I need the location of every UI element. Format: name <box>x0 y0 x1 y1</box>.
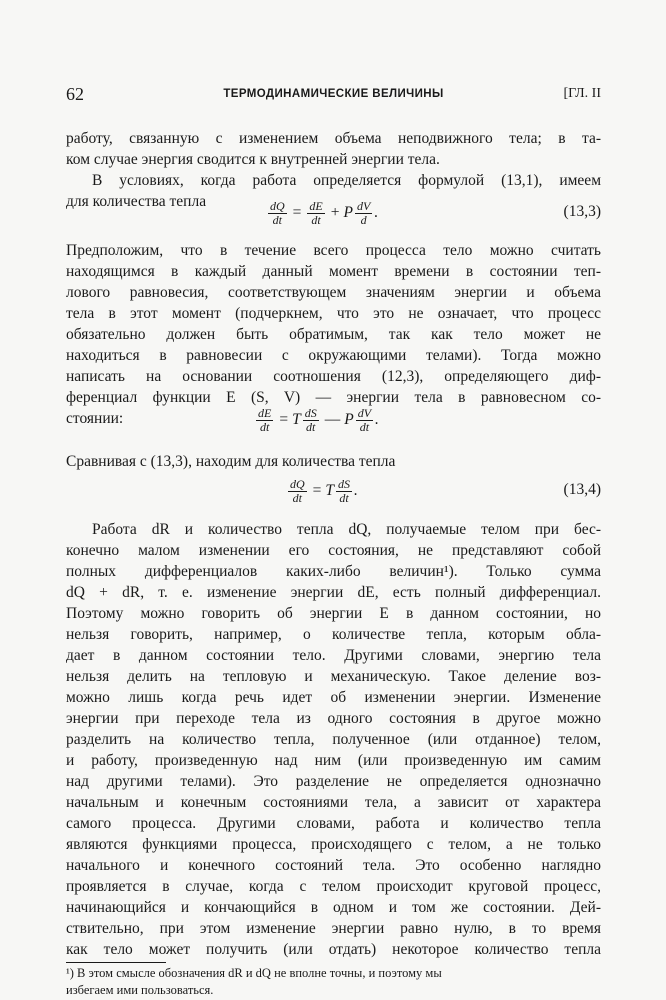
text-line: являются функциями процесса, происходящего с телом, а не только <box>66 836 601 853</box>
text-line: находиться в равновесии с окружающими телами). Тогда можно <box>66 347 601 364</box>
text-line: Сравнивая с (13,3), находим для количества тепла <box>66 453 396 470</box>
text-line: работу, связанную с изменением объема неподвижного тела; в та- <box>66 130 601 147</box>
text-line: как тело может получить (или отдать) некоторое количество тепла <box>66 941 601 958</box>
text-line: разделить на количество тепла, полученное (или отданное) телом, <box>66 731 601 748</box>
text-line: и работу, произведенную над ним (или произведенную им самим <box>66 752 601 769</box>
text-line: стоянии: <box>66 410 124 427</box>
text-line: для количества тепла <box>66 193 207 210</box>
running-title: ТЕРМОДИНАМИЧЕСКИЕ ВЕЛИЧИНЫ <box>223 88 444 100</box>
text-line: написать на основании соотношения (12,3), определяющего диф- <box>66 368 601 385</box>
equation-energy: $\frac{dE}{dt}$ = T $\frac{dS}{dt}$ — P $\frac{dV}{dt}$ . <box>258 405 379 434</box>
text-line: начинающийся и кончающийся в одном и том же состоянии. Дей- <box>66 899 601 916</box>
chapter-marker: [ГЛ. II <box>563 86 601 101</box>
equation-13-4: $\frac{dQ}{dt}$ = T $\frac{dS}{dt}$ . (13,4) <box>290 476 601 505</box>
text-line: над другими телами). Это разделение не определяется однозначно <box>66 773 601 790</box>
text-line: В условиях, когда работа определяется формулой (13,1), имеем <box>92 172 601 189</box>
text-line: энергии при переходе тела из одного состояния в другое можно <box>66 710 601 727</box>
text-line: ствительно, при этом изменение энергии равно нулю, в то время <box>66 920 601 937</box>
text-line: проявляется в случае, когда с телом происходит круговой процесс, <box>66 878 601 895</box>
equation-number: (13,4) <box>563 481 601 498</box>
running-header <box>66 86 601 106</box>
text-line: тела в этот момент (подчеркнем, что это не означает, что процесс <box>66 305 601 322</box>
text-line: ком случае энергия сводится к внутренней энергии тела. <box>66 151 440 168</box>
text-line: ференциал функции E (S, V) — энергии тела в равновесном со- <box>66 389 601 406</box>
equation-number: (13,3) <box>563 203 601 220</box>
text-line: Предположим, что в течение всего процесса тело можно считать <box>66 242 601 259</box>
text-line: лового равновесия, соответствующем значениям энергии и объема <box>66 284 601 301</box>
text-line: нельзя говорить, например, о количестве тепла, которым обла- <box>66 626 601 643</box>
text-line: самого процесса. Другими словами, работа и количество тепла <box>66 815 601 832</box>
text-line: можно лишь когда речь идет об изменении энергии. Изменение <box>66 689 601 706</box>
text-line: находящимся в каждый данный момент времени в состоянии теп- <box>66 263 601 280</box>
footnote-rule <box>66 962 166 963</box>
footnote-line: ¹) В этом смысле обозначения dR и dQ не вполне точны, и поэтому мы <box>66 966 442 980</box>
text-line: начальным и конечным состояниями тела, а зависит от характера <box>66 794 601 811</box>
equation-13-3: $\frac{dQ}{dt}$ = $\frac{dE}{dt}$ + P $\frac{dV}{d}$ . (13,3) <box>270 198 601 227</box>
text-line: полных дифференциалов каких-либо величин¹). Только сумма <box>66 563 601 580</box>
text-line: обязательно должен быть обратимым, так как тело может не <box>66 326 601 343</box>
text-line: Поэтому можно говорить об энергии E в данном состоянии, но <box>66 605 601 622</box>
text-line: нельзя делить на тепловую и механическую. Такое деление воз- <box>66 668 601 685</box>
text-line: дает в данном состоянии тело. Другими словами, энергию тела <box>66 647 601 664</box>
text-line: конечно малом изменении его состояния, не представляют собой <box>66 542 601 559</box>
footnote-line: избегаем ими пользоваться. <box>66 983 214 997</box>
text-line: dQ + dR, т. е. изменение энергии dE, есть полный дифференциал. <box>66 584 601 601</box>
page-number: 62 <box>66 84 84 104</box>
text-line: начального и конечного состояний тела. Это особенно наглядно <box>66 857 601 874</box>
text-line: Работа dR и количество тепла dQ, получаемые телом при бес- <box>92 521 601 538</box>
